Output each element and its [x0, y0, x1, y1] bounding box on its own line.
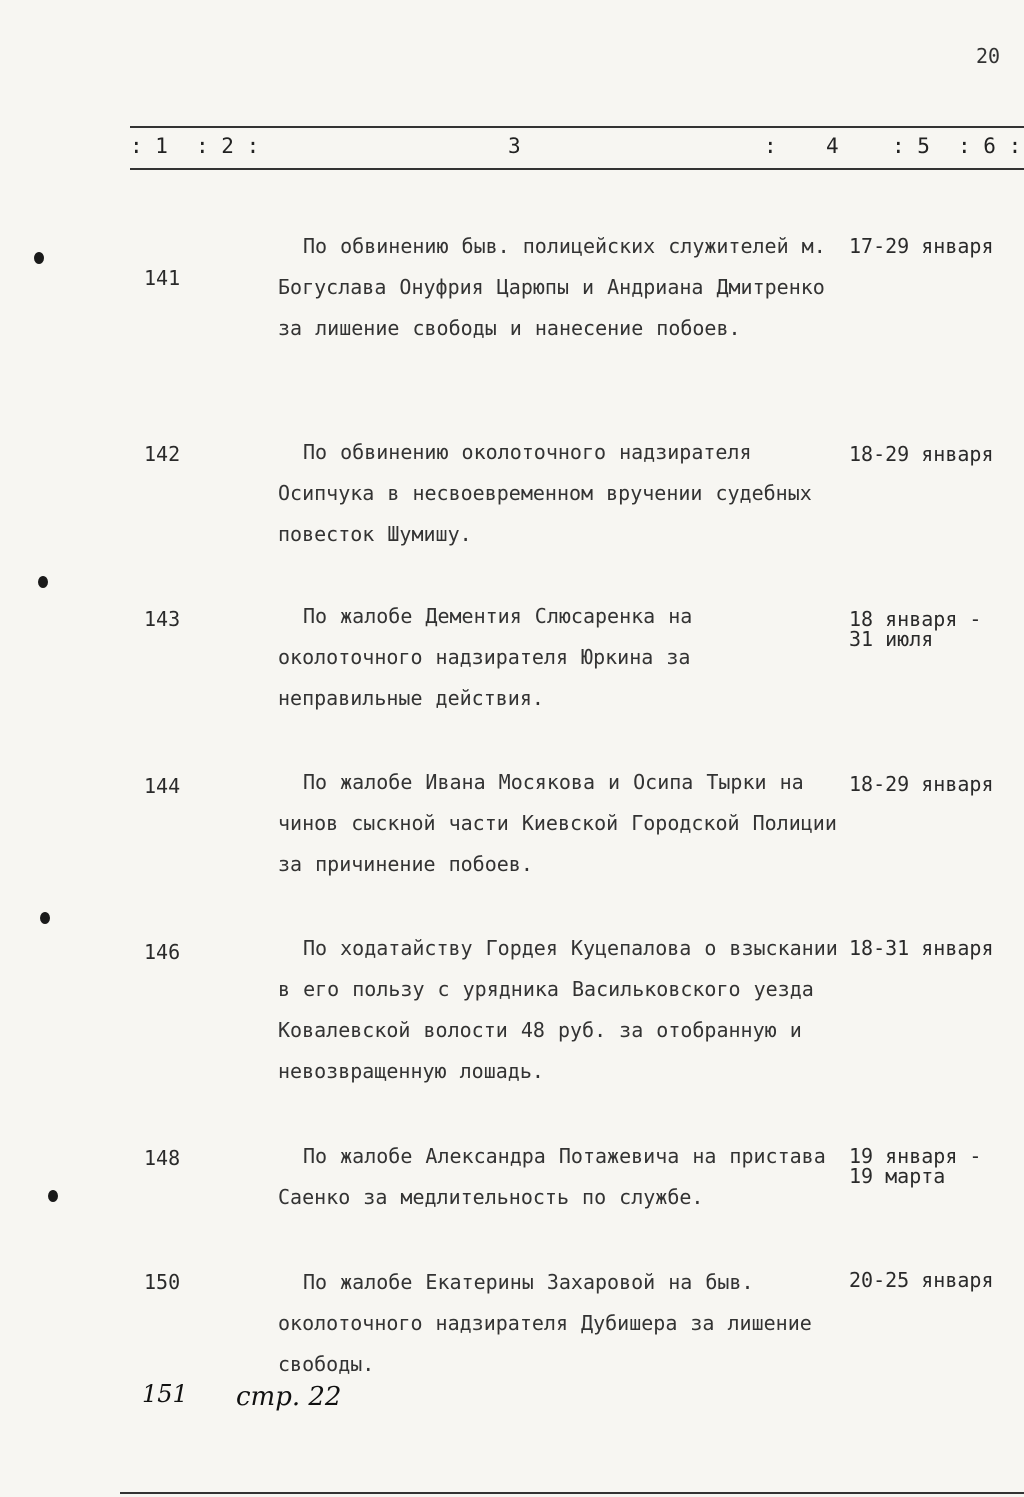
row-description: По обвинению околоточного надзирателя Осипчука в несвоевременном вручении судебных повесток Шумишу. — [278, 440, 812, 546]
column-header-1: : 1 — [130, 134, 168, 158]
bottom-rule — [120, 1492, 1024, 1494]
row-date — [849, 938, 1019, 958]
row-date — [849, 1270, 1019, 1290]
row-description: По жалобе Александра Потажевича на пристава Саенко за медлительность по службе. — [278, 1144, 826, 1209]
date-line: 20-25 января — [849, 1268, 994, 1292]
row-date — [849, 774, 1019, 794]
column-header-5: : 5 — [892, 134, 930, 158]
row-date — [849, 236, 1019, 256]
punch-hole — [40, 912, 50, 924]
row-date — [849, 444, 1019, 464]
row-description: По жалобе Ивана Мосякова и Осипа Тырки на чинов сыскной части Киевской Городской Полиции за причинение побоев. — [278, 770, 837, 876]
date-line: 18-31 января — [849, 936, 994, 960]
header-rule-top — [130, 126, 1024, 128]
column-header-3: 3 — [508, 134, 521, 158]
date-line: 19 марта — [849, 1164, 946, 1188]
column-header-4: 4 — [826, 134, 839, 158]
punch-hole — [34, 252, 44, 264]
row-number: 144 — [144, 774, 181, 798]
punch-hole — [48, 1190, 58, 1202]
row-number: 150 — [144, 1270, 181, 1294]
row-number: 146 — [144, 940, 181, 964]
handwritten-page-reference: стр. 22 — [236, 1382, 342, 1412]
page-number: 20 — [976, 44, 1001, 68]
row-number: 142 — [144, 442, 181, 466]
header-rule-bottom — [130, 168, 1024, 170]
row-description: По ходатайству Гордея Куцепалова о взыскании в его пользу с урядника Васильковского уезда Ковалевской волости 48 руб. за отобранную и невозвращенную лошадь. — [278, 936, 838, 1083]
date-line: 18 января - — [849, 607, 982, 631]
row-description: По жалобе Дементия Слюсаренка на околоточного надзирателя Юркина за неправильные действия. — [278, 604, 693, 710]
row-description: По жалобе Екатерины Захаровой на быв. околоточного надзирателя Дубишера за лишение свободы. — [278, 1270, 812, 1376]
date-line: 17-29 января — [849, 234, 994, 258]
date-line: 18-29 января — [849, 772, 994, 796]
date-line: 19 января - — [849, 1144, 982, 1168]
column-header-6: : 6 : — [958, 134, 1022, 158]
row-date — [849, 1146, 1019, 1186]
row-date — [849, 609, 1019, 649]
punch-hole — [38, 576, 48, 588]
row-description: По обвинению быв. полицейских служителей м. Богуслава Онуфрия Царюпы и Андриана Дмитренко за лишение свободы и нанесение побоев. — [278, 234, 826, 340]
date-line: 18-29 января — [849, 442, 994, 466]
date-line: 31 июля — [849, 627, 934, 651]
column-header-separator: : — [764, 134, 777, 158]
column-header-2: : 2 : — [196, 134, 260, 158]
row-number: 143 — [144, 607, 181, 631]
handwritten-row-number: 151 — [142, 1380, 188, 1408]
row-number: 141 — [144, 266, 181, 290]
row-number: 148 — [144, 1146, 181, 1170]
